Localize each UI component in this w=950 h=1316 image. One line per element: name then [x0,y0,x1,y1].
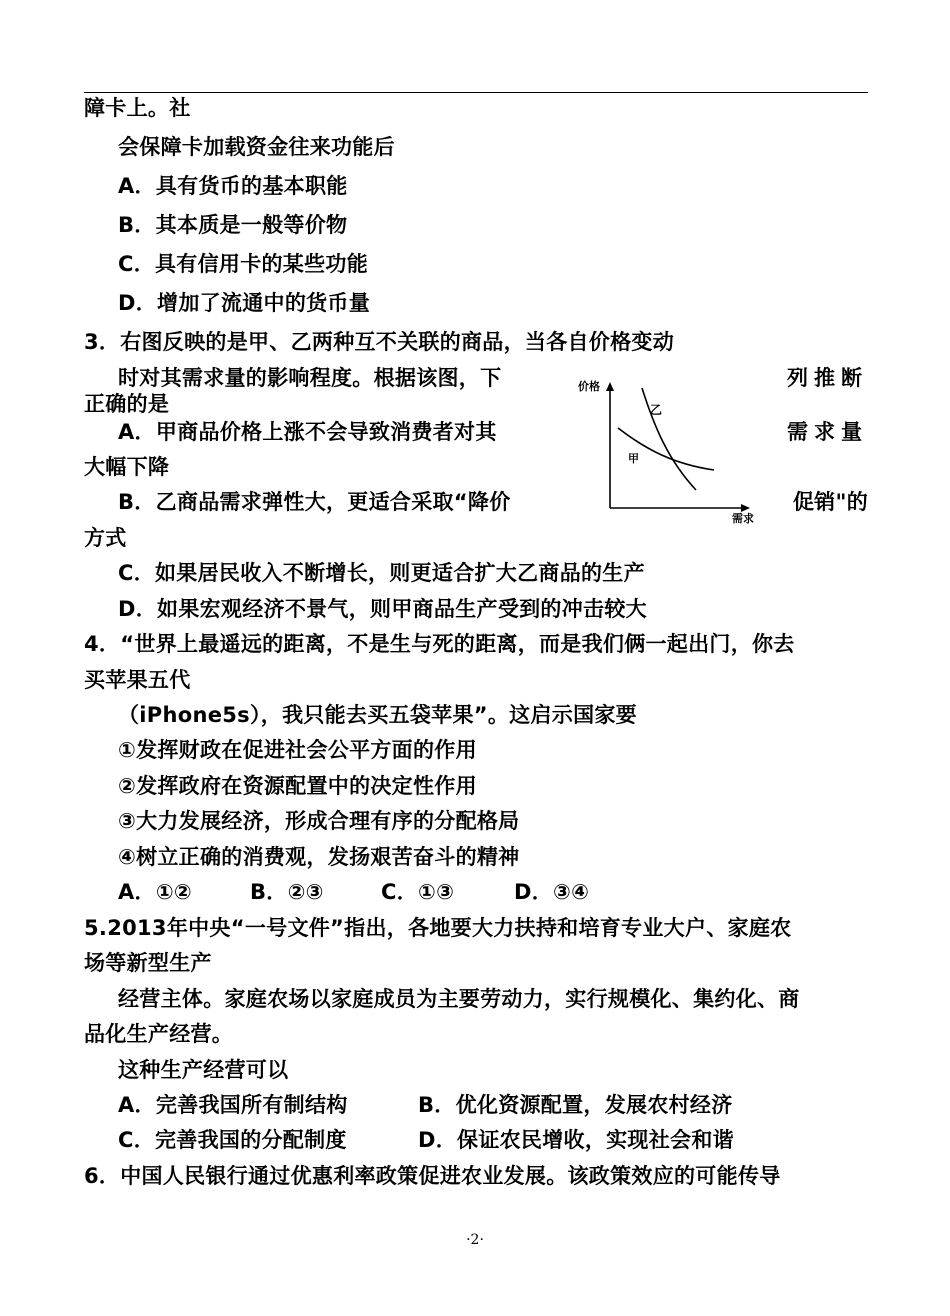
x-axis-label: 需求 [732,512,754,525]
q4-option-c: C．①③ [381,880,455,904]
q5-options-row2 [118,1128,734,1152]
y-axis-label: 价格 [578,380,600,393]
price-demand-figure [572,376,772,526]
q4-option-a: A．①② [118,880,193,904]
question-6: 6．中国人民银行通过优惠利率政策促进农业发展。该政策效应的可能传导 [84,1164,781,1188]
curve-b-label: 乙 [650,403,663,417]
option-b: B．其本质是一般等价物 [118,213,348,237]
q5-option-b: B．优化资源配置，发展农村经济 [418,1093,733,1117]
statement-4: ④树立正确的消费观，发扬艰苦奋斗的精神 [118,845,520,869]
q5-option-d: D．保证农民增收，实现社会和谐 [418,1128,734,1152]
option-d: D．增加了流通中的货币量 [118,291,371,315]
q4-option-d: D．③④ [514,880,590,904]
q4-options [118,880,589,904]
header-rule [84,92,868,93]
option-a: A．具有货币的基本职能 [118,174,348,198]
text-line: 品化生产经营。 [84,1022,234,1046]
statement-3: ③大力发展经济，形成合理有序的分配格局 [118,809,520,833]
option-c: C．如果居民收入不断增长，则更适合扩大乙商品的生产 [118,561,645,585]
q5-option-c: C．完善我国的分配制度 [118,1128,347,1152]
text-line: 列推断 [787,366,868,390]
option-b: B．乙商品需求弹性大，更适合采取“降价 [118,490,511,514]
text-line: 这种生产经营可以 [118,1058,289,1082]
text-line: 大幅下降 [84,455,170,479]
text-line: 经营主体。家庭农场以家庭成员为主要劳动力，实行规模化、集约化、商 [118,987,800,1011]
text-line: 促销"的 [792,490,868,514]
option-a: A．甲商品价格上涨不会导致消费者对其 [118,420,497,444]
q5-option-a: A．完善我国所有制结构 [118,1093,348,1117]
text-line: 会保障卡加载资金往来功能后 [118,135,395,159]
question-5: 5.2013年中央“一号文件”指出，各地要大力扶持和培育专业大户、家庭农 [84,916,792,940]
text-line: 时对其需求量的影响程度。根据该图，下 [118,366,502,390]
page-number: ·2· [466,1232,484,1248]
question-4: 4．“世界上最遥远的距离，不是生与死的距离，而是我们俩一起出门，你去 [84,632,795,656]
option-c: C．具有信用卡的某些功能 [118,252,369,276]
q4-option-b: B．②③ [250,880,324,904]
text-line: 障卡上。社 [84,96,191,120]
question-3: 3．右图反映的是甲、乙两种互不关联的商品，当各自价格变动 [84,330,675,354]
text-line: 场等新型生产 [84,951,212,975]
text-line: 正确的是 [84,392,170,416]
q5-options-row1 [118,1093,733,1117]
curve-a-label: 甲 [628,452,639,465]
statement-2: ②发挥政府在资源配置中的决定性作用 [118,774,477,798]
text-line: 方式 [84,526,127,550]
text-line: （iPhone5s），我只能去买五袋苹果”。这启示国家要 [118,703,637,727]
text-line: 买苹果五代 [84,668,191,692]
option-d: D．如果宏观经济不景气，则甲商品生产受到的冲击较大 [118,597,647,621]
text-line: 需求量 [787,420,868,444]
statement-1: ①发挥财政在促进社会公平方面的作用 [118,738,477,762]
